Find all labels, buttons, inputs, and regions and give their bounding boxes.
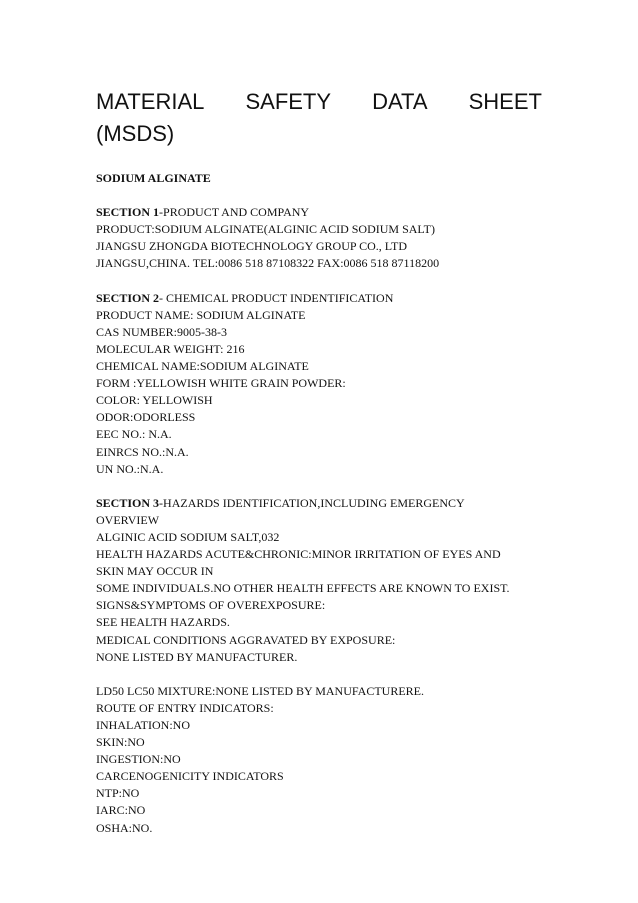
section3-line: SOME INDIVIDUALS.NO OTHER HEALTH EFFECTS ARE KNOWN TO EXIST.	[96, 581, 510, 596]
section2-line: CHEMICAL NAME:SODIUM ALGINATE	[96, 359, 309, 374]
section1-title: -PRODUCT AND COMPANY	[159, 205, 310, 220]
section2-line: EINRCS NO.:N.A.	[96, 444, 189, 459]
section1-label: SECTION 1	[96, 205, 160, 220]
section3-line: IARC:NO	[96, 803, 146, 818]
section3-line: NONE LISTED BY MANUFACTURER.	[96, 649, 298, 664]
section2-line: PRODUCT NAME: SODIUM ALGINATE	[96, 307, 306, 322]
section3-line: OVERVIEW	[96, 512, 160, 527]
section3-line: SEE HEALTH HAZARDS.	[96, 615, 230, 630]
section1-line: PRODUCT:SODIUM ALGINATE(ALGINIC ACID SODIUM SALT)	[96, 222, 435, 237]
section2-heading	[96, 290, 546, 307]
section3-line: SKIN:NO	[96, 735, 145, 750]
section3-line: ALGINIC ACID SODIUM SALT,032	[96, 529, 280, 544]
section1-line: JIANGSU,CHINA. TEL:0086 518 87108322 FAX:0086 518 87118200	[96, 256, 440, 271]
section3-line: INHALATION:NO	[96, 718, 190, 732]
product-heading: SODIUM ALGINATE	[96, 171, 211, 185]
section3-line: MEDICAL CONDITIONS AGGRAVATED BY EXPOSURE:	[96, 632, 396, 647]
section3-line: SIGNS&SYMPTOMS OF OVEREXPOSURE:	[96, 598, 326, 613]
section3-line: HEALTH HAZARDS ACUTE&CHRONIC:MINOR IRRITATION OF EYES AND	[96, 547, 501, 562]
section2-line: COLOR: YELLOWISH	[96, 393, 213, 408]
document-body	[96, 170, 546, 837]
section2-title: - CHEMICAL PRODUCT INDENTIFICATION	[159, 290, 394, 305]
title-word-sheet: SHEET	[468, 89, 542, 114]
section3-label: SECTION 3	[96, 495, 160, 510]
section3-line: SKIN MAY OCCUR IN	[96, 564, 214, 579]
section3-line: CARCENOGENICITY INDICATORS	[96, 769, 284, 784]
document-title	[96, 88, 542, 116]
title-word-material: MATERIAL	[96, 89, 205, 114]
title-word-safety: SAFETY	[245, 89, 332, 114]
section2-line: CAS NUMBER:9005-38-3	[96, 324, 228, 339]
section1-line: JIANGSU ZHONGDA BIOTECHNOLOGY GROUP CO., LTD	[96, 239, 408, 254]
section3-line: NTP:NO	[96, 786, 140, 801]
section3-title: -HAZARDS IDENTIFICATION,INCLUDING EMERGENCY	[159, 495, 465, 510]
section3-line: ROUTE OF ENTRY INDICATORS:	[96, 700, 274, 715]
section3-heading	[96, 495, 546, 512]
section3-line: OSHA:NO.	[96, 820, 153, 835]
section2-line: ODOR:ODORLESS	[96, 410, 196, 425]
section1-heading	[96, 204, 546, 221]
section2-label: SECTION 2	[96, 290, 160, 305]
document-title-abbreviation: (MSDS)	[96, 121, 175, 146]
section2-line: FORM :YELLOWISH WHITE GRAIN POWDER:	[96, 376, 346, 391]
section3-line: INGESTION:NO	[96, 752, 181, 767]
section2-line: EEC NO.: N.A.	[96, 427, 172, 442]
title-word-data: DATA	[372, 89, 428, 114]
section2-line: MOLECULAR WEIGHT: 216	[96, 341, 245, 356]
section3-line: LD50 LC50 MIXTURE:NONE LISTED BY MANUFACTURERE.	[96, 683, 424, 698]
section2-line: UN NO.:N.A.	[96, 461, 164, 476]
